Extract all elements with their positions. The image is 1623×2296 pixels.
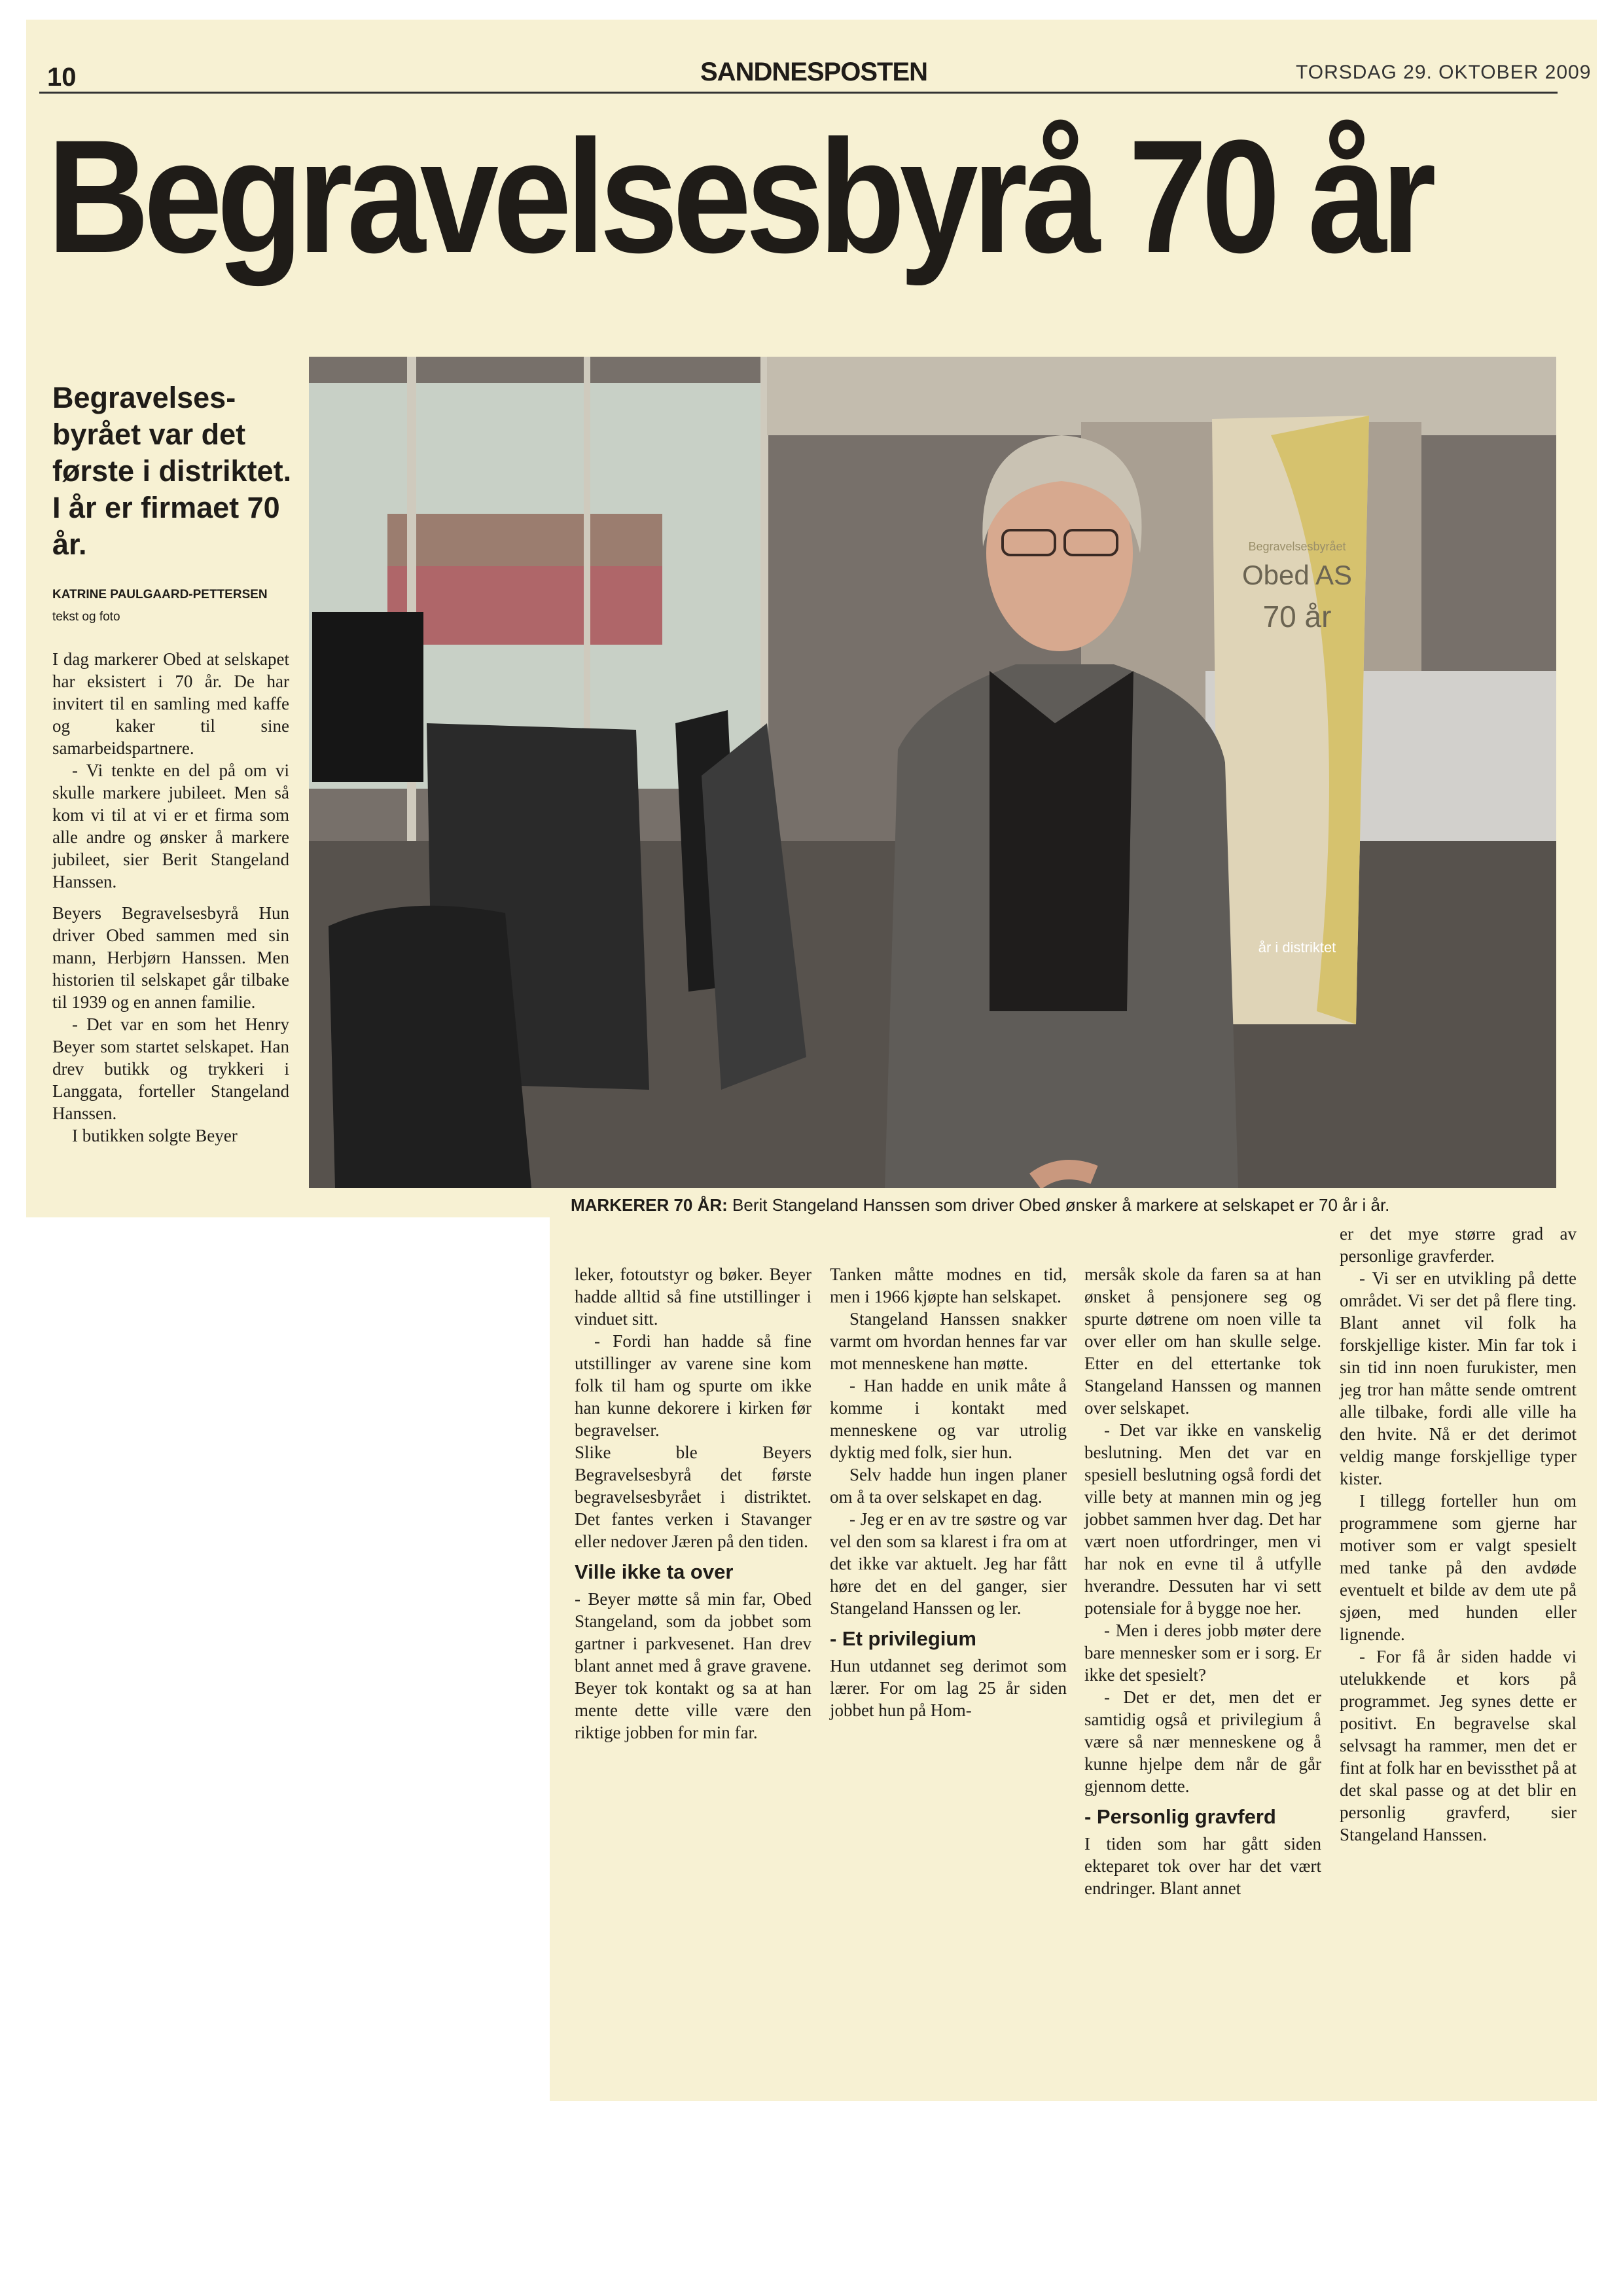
banner-years: 70 år: [1262, 600, 1332, 634]
article-photo: [309, 357, 1556, 1188]
photo-illustration: [309, 357, 1556, 1188]
banner-line: Begravelsesbyrået: [1248, 540, 1346, 553]
paragraph: - Beyer møtte så min far, Obed Stangeland, som da jobbet som gartner i parkvesenet. Han drev blant annet med å grave gravene. Beyer tok kontakt og sa at han mente dette ville være den riktige jobben for min far.: [575, 1589, 812, 1742]
headline: Begravelsesbyrå 70 år: [47, 107, 1431, 287]
paragraph: Stangeland Hanssen snakker varmt om hvordan hennes far var mot menneskene han møtte.: [830, 1309, 1067, 1373]
paragraph: - Det var en som het Henry Beyer som startet selskapet. Han drev butikk og trykkeri i Langgata, forteller Stangeland Hanssen.: [52, 1014, 289, 1123]
header-rule: [39, 92, 1558, 94]
paragraph: I tillegg forteller hun om programmene som gjerne har motiver som er valgt spesielt med tanke på den avdøde eventuelt et bilde av dem ute på sjøen, med hunden eller lignende.: [1340, 1491, 1577, 1644]
paragraph: Tanken måtte modnes en tid, men i 1966 kjøpte han selskapet.: [830, 1265, 1067, 1306]
paragraph: - Det er det, men det er samtidig også et privilegium å være så nær menneskene og å kunne hjelpe dem når de går gjennom dette.: [1084, 1687, 1321, 1796]
newspaper-masthead: SANDNESPOSTEN: [700, 58, 928, 86]
subheading: - Personlig gravferd: [1084, 1805, 1276, 1828]
subheading: - Et privilegium: [830, 1627, 976, 1650]
caption-label: MARKERER 70 ÅR:: [571, 1195, 728, 1215]
paragraph: Selv hadde hun ingen planer om å ta over selskapet en dag.: [830, 1465, 1067, 1507]
paragraph: - Det var ikke en vanskelig beslutning. Men det var en spesiell beslutning også fordi det ville bety at mannen min og jeg jobbet sammen hver dag. Det har vært noen utfordringer, men vi har nok en evne til å utfylle hverandre. Dessuten har vi sett potensiale for å bygge noe her.: [1084, 1420, 1321, 1618]
paragraph: - Fordi han hadde så fine utstillinger av varene sine kom folk til ham og spurte om ikke han kunne dekorere i kirken før begravelser.: [575, 1331, 812, 1440]
photo-caption: [571, 1195, 1389, 1215]
article-column-2: [575, 1263, 812, 1744]
paragraph: - Han hadde en unik måte å komme i kontakt med menneskene og var utrolig dyktig med folk, sier hun.: [830, 1376, 1067, 1462]
paragraph: er det mye større grad av personlige gravferder.: [1340, 1224, 1577, 1266]
caption-text: Berit Stangeland Hanssen som driver Obed ønsker å markere at selskapet er 70 år i år.: [727, 1195, 1390, 1215]
paragraph: mersåk skole da faren sa at han ønsket å pensjonere seg og spurte døtrene om noen ville ta over eller om han skulle selge. Etter en del ettertanke tok Stangeland Hanssen og mannen over selskapet.: [1084, 1265, 1321, 1418]
issue-date: TORSDAG 29. OKTOBER 2009: [1296, 62, 1592, 83]
article-column-1: [52, 648, 289, 1147]
paragraph: - Vi tenkte en del på om vi skulle markere jubileet. Men så kom vi til at vi er et firma som alle andre og ønsker å markere jubileet, sier Berit Stangeland Hanssen.: [52, 761, 289, 891]
paragraph: I dag markerer Obed at selskapet har eksistert i 70 år. De har invitert til en samling med kaffe og kaker til sine samarbeidspartnere.: [52, 649, 289, 758]
paragraph: Beyers Begravelsesbyrå Hun driver Obed sammen med sin mann, Herbjørn Hanssen. Men historien til selskapet går tilbake til 1939 og en annen familie.: [52, 903, 289, 1012]
paragraph: - Men i deres jobb møter dere bare mennesker som er i sorg. Er ikke det spesielt?: [1084, 1621, 1321, 1685]
subheading: Ville ikke ta over: [575, 1560, 734, 1583]
paragraph: I tiden som har gått siden ekteparet tok over har det vært endringer. Blant annet: [1084, 1834, 1321, 1898]
byline-credit: tekst og foto: [52, 610, 120, 624]
banner-footer: år i distriktet: [1258, 939, 1336, 956]
paragraph: Slike ble Beyers Begravelsesbyrå det første begravelsesbyrået i distriktet. Det fantes verken i Stavanger eller nedover Jæren på den tiden.: [575, 1443, 812, 1551]
paragraph: I butikken solgte Beyer: [72, 1126, 238, 1145]
banner-company-name: Obed AS: [1241, 560, 1353, 590]
paragraph: Hun utdannet seg derimot som lærer. For om lag 25 år siden jobbet hun på Hom-: [830, 1656, 1067, 1720]
byline: KATRINE PAULGAARD-PETTERSEN: [52, 588, 268, 601]
page-number: 10: [47, 63, 77, 92]
paragraph: - For få år siden hadde vi utelukkende et kors på programmet. Jeg synes dette er positivt. En begravelse skal selvsagt ha rammer, men det er fint at folk har en bevissthet på at det skal passe og at det blir en personlig gravferd, sier Stangeland Hanssen.: [1340, 1647, 1577, 1844]
lede: Begravelsesbyrået var det første i distriktet. I år er firmaet 70 år.: [52, 381, 292, 561]
article-column-4: [1084, 1263, 1321, 1899]
paragraph: leker, fotoutstyr og bøker. Beyer hadde alltid så fine utstillinger i vinduet sitt.: [575, 1265, 812, 1329]
paragraph: - Jeg er en av tre søstre og var vel den som sa klarest i fra om at det ikke var aktuelt. Jeg har fått høre det en del ganger, sier Stangeland Hanssen og ler.: [830, 1509, 1067, 1618]
article-column-3: [830, 1263, 1067, 1721]
article-column-5: [1340, 1223, 1577, 1846]
paragraph: - Vi ser en utvikling på dette området. Vi ser det på flere ting. Blant annet vil folk ha forskjellige kister. Min far tok i sin tid inn noen furukister, men jeg tror han måtte sende omtrent alle tilbake, fordi alle ville ha den hvite. Nå er det derimot veldig mange forskjellige typer kister.: [1340, 1268, 1577, 1488]
